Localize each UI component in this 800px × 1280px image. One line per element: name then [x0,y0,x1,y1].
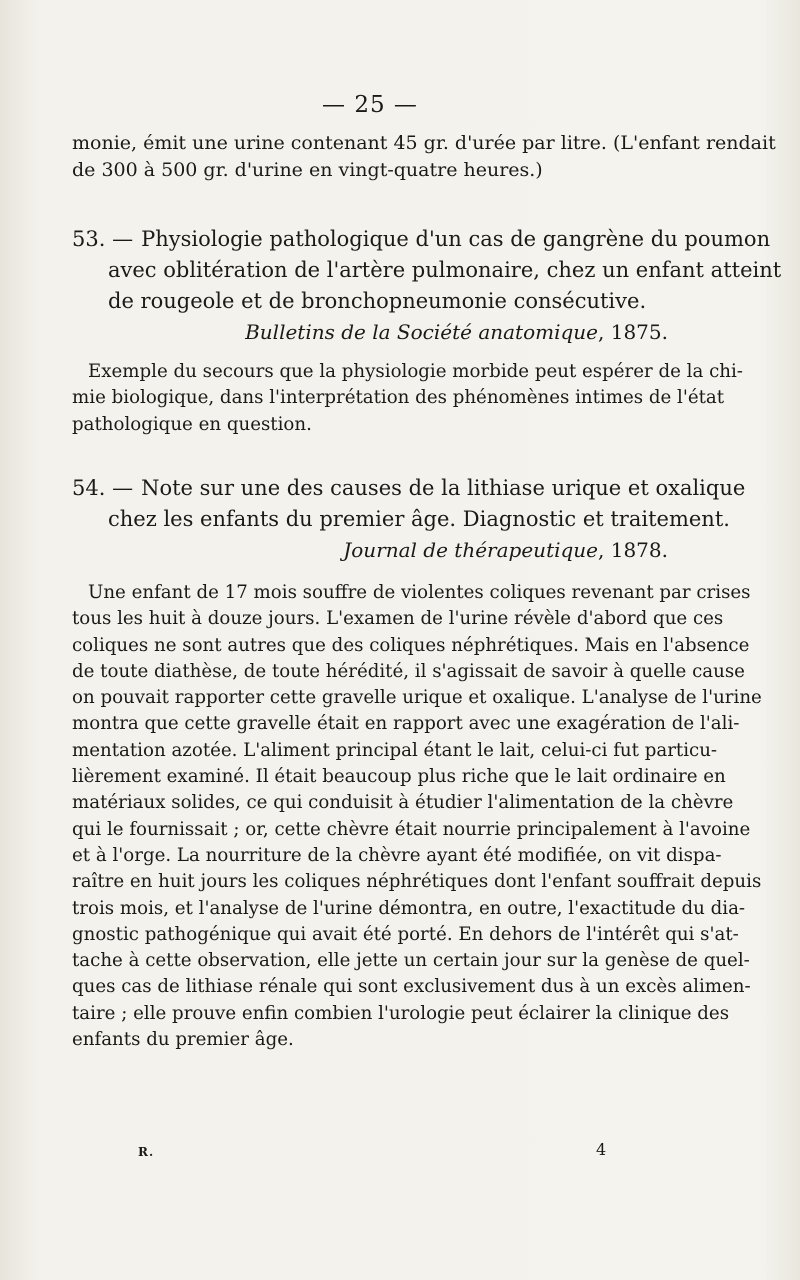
text-line: raître en huit jours les coliques néphrétiques dont l'enfant souffrait depuis [72,871,762,893]
source-year: , 1878. [598,538,668,562]
text-line: pathologique en question. [72,413,312,435]
text-line: taire ; elle prouve enfin combien l'urologie peut éclairer la clinique des [72,1002,730,1024]
text-line: Une enfant de 17 mois souffre de violentes coliques revenant par crises [88,582,751,603]
entry-title-line: avec oblitération de l'artère pulmonaire, chez un enfant atteint [108,258,782,282]
text-line: coliques ne sont autres que des coliques néphrétiques. Mais en l'absence [72,634,750,656]
text-line: gnostic pathogénique qui avait été porté. En dehors de l'intérêt qui s'at- [72,923,739,945]
entry-title-text: Physiologie pathologique d'un cas de gangrène du poumon [141,227,771,251]
entry-title-line: de rougeole et de bronchopneumonie consécutive. [108,289,647,313]
text-line: tous les huit à douze jours. L'examen de l'urine révèle d'abord que ces [72,608,724,630]
source-year: , 1875. [598,320,668,344]
text-line: mentation azotée. L'aliment principal étant le lait, celui-ci fut particu- [72,739,718,761]
text-line: lièrement examiné. Il était beaucoup plus riche que le lait ordinaire en [72,766,726,788]
entry-53-description [72,359,743,438]
bibliography-entry-54 [72,473,746,565]
text-line: de toute diathèse, de toute hérédité, il s'agissait de savoir à quelle cause [72,660,745,682]
entry-title-line [72,473,746,504]
text-line: montra que cette gravelle était en rapport avec une exagération de l'ali- [72,713,740,735]
text-line: matériaux solides, ce qui conduisit à étudier l'alimentation de la chèvre [72,792,734,814]
journal-name: Bulletins de la Société anatomique [245,320,599,344]
text-line: on pouvait rapporter cette gravelle urique et oxalique. L'analyse de l'urine [72,687,762,709]
entry-title-line: chez les enfants du premier âge. Diagnostic et traitement. [108,507,730,531]
continuation-paragraph [72,130,776,184]
text-line: mie biologique, dans l'interprétation des phénomènes intimes de l'état [72,387,725,409]
entry-number: 54. — [72,476,134,500]
text-line: enfants du premier âge. [72,1029,294,1051]
signature-number: 4 [596,1140,607,1159]
page-number: — 25 — [322,92,418,118]
text-line: monie, émit une urine contenant 45 gr. d'urée par litre. (L'enfant rendait [72,132,776,154]
text-line: Exemple du secours que la physiologie morbide peut espérer de la chi- [88,361,743,382]
text-line: qui le fournissait ; or, cette chèvre était nourrie principalement à l'avoine [72,818,751,840]
entry-source [72,535,672,565]
entry-54-description [72,580,762,1053]
text-line: et à l'orge. La nourriture de la chèvre ayant été modifiée, on vit dispa- [72,844,722,866]
text-line: trois mois, et l'analyse de l'urine démontra, en outre, l'exactitude du dia- [72,897,746,919]
bibliography-entry-53 [72,224,782,347]
entry-title-line [72,224,771,255]
signature-mark: R. [138,1145,155,1159]
entry-source [72,317,672,347]
text-line: de 300 à 500 gr. d'urine en vingt-quatre heures.) [72,159,543,181]
journal-name: Journal de thérapeutique [343,538,599,562]
entry-title-text: Note sur une des causes de la lithiase urique et oxalique [141,476,746,500]
entry-number: 53. — [72,227,134,251]
text-line: ques cas de lithiase rénale qui sont exclusivement dus à un excès alimen- [72,976,751,998]
text-line: tache à cette observation, elle jette un certain jour sur la genèse de quel- [72,950,750,972]
